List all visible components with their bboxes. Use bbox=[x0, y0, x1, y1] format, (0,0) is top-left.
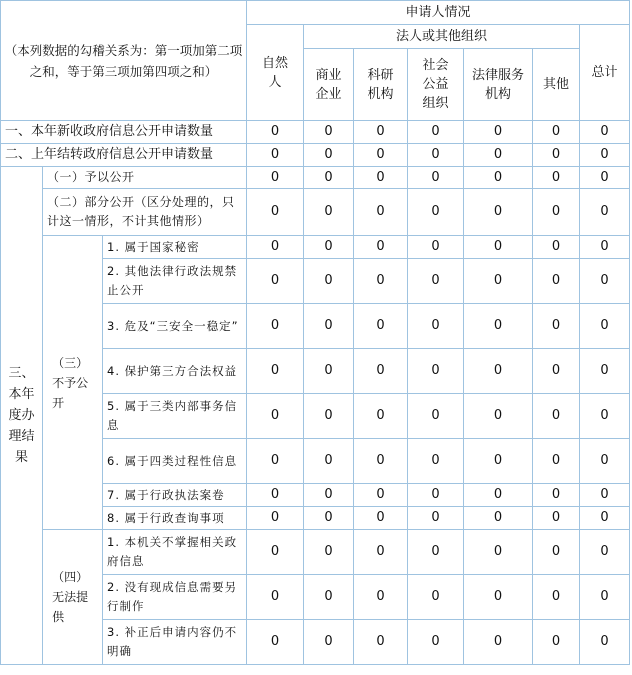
table-row bbox=[1, 144, 630, 167]
cell-value: 0 bbox=[464, 259, 533, 304]
row-label: 4. 保护第三方合法权益 bbox=[103, 349, 247, 394]
cell-value: 0 bbox=[580, 620, 630, 665]
cell-value: 0 bbox=[533, 484, 580, 507]
row-label: 8. 属于行政查询事项 bbox=[103, 507, 247, 530]
cell-value: 0 bbox=[533, 507, 580, 530]
cell-value: 0 bbox=[464, 121, 533, 144]
cell-value: 0 bbox=[247, 304, 304, 349]
cell-value: 0 bbox=[464, 620, 533, 665]
cell-value: 0 bbox=[408, 484, 464, 507]
cell-value: 0 bbox=[464, 439, 533, 484]
cell-value: 0 bbox=[580, 167, 630, 189]
cell-value: 0 bbox=[533, 304, 580, 349]
cell-value: 0 bbox=[247, 259, 304, 304]
cell-value: 0 bbox=[408, 189, 464, 236]
applicant-info-header: 申请人情况 bbox=[247, 1, 630, 25]
cell-value: 0 bbox=[533, 144, 580, 167]
header-total: 总计 bbox=[580, 25, 630, 121]
cell-value: 0 bbox=[304, 620, 354, 665]
group-unable-provide-label bbox=[43, 530, 103, 665]
table-row bbox=[1, 167, 630, 189]
cell-value: 0 bbox=[247, 349, 304, 394]
cell-value: 0 bbox=[354, 439, 408, 484]
column-relation-note: （本列数据的勾稽关系为：第一项加第二项之和，等于第三项加第四项之和） bbox=[1, 1, 247, 121]
cell-value: 0 bbox=[354, 189, 408, 236]
header-other: 其他 bbox=[533, 49, 580, 121]
cell-value: 0 bbox=[464, 507, 533, 530]
cell-value: 0 bbox=[304, 167, 354, 189]
cell-value: 0 bbox=[464, 144, 533, 167]
row-label: （一）予以公开 bbox=[43, 167, 247, 189]
cell-value: 0 bbox=[354, 304, 408, 349]
cell-value: 0 bbox=[247, 439, 304, 484]
cell-value: 0 bbox=[354, 620, 408, 665]
cell-value: 0 bbox=[580, 349, 630, 394]
cell-value: 0 bbox=[580, 121, 630, 144]
header-public-welfare bbox=[408, 49, 464, 121]
cell-value: 0 bbox=[408, 394, 464, 439]
cell-value: 0 bbox=[247, 167, 304, 189]
cell-value: 0 bbox=[580, 439, 630, 484]
cell-value: 0 bbox=[354, 349, 408, 394]
row-label: 2. 其他法律行政法规禁止公开 bbox=[103, 259, 247, 304]
cell-value: 0 bbox=[464, 304, 533, 349]
cell-value: 0 bbox=[247, 144, 304, 167]
header-research bbox=[354, 49, 408, 121]
cell-value: 0 bbox=[247, 394, 304, 439]
cell-value: 0 bbox=[408, 167, 464, 189]
cell-value: 0 bbox=[580, 259, 630, 304]
cell-value: 0 bbox=[580, 236, 630, 259]
cell-value: 0 bbox=[533, 121, 580, 144]
cell-value: 0 bbox=[464, 236, 533, 259]
cell-value: 0 bbox=[408, 236, 464, 259]
cell-value: 0 bbox=[408, 530, 464, 575]
research-label: 科研机构 bbox=[367, 67, 394, 102]
cell-value: 0 bbox=[247, 236, 304, 259]
cell-value: 0 bbox=[464, 530, 533, 575]
cell-value: 0 bbox=[580, 304, 630, 349]
group-not-disclosed-text: （三）不予公开 bbox=[52, 355, 89, 410]
cell-value: 0 bbox=[247, 530, 304, 575]
cell-value: 0 bbox=[533, 189, 580, 236]
cell-value: 0 bbox=[408, 439, 464, 484]
cell-value: 0 bbox=[464, 189, 533, 236]
cell-value: 0 bbox=[533, 530, 580, 575]
cell-value: 0 bbox=[304, 144, 354, 167]
cell-value: 0 bbox=[408, 507, 464, 530]
cell-value: 0 bbox=[304, 484, 354, 507]
cell-value: 0 bbox=[580, 144, 630, 167]
cell-value: 0 bbox=[304, 507, 354, 530]
row-label: 1. 属于国家秘密 bbox=[103, 236, 247, 259]
section-three-label bbox=[1, 167, 43, 665]
cell-value: 0 bbox=[580, 530, 630, 575]
cell-value: 0 bbox=[304, 530, 354, 575]
cell-value: 0 bbox=[354, 144, 408, 167]
header-legal-service bbox=[464, 49, 533, 121]
row-label: 2. 没有现成信息需要另行制作 bbox=[103, 575, 247, 620]
header-legal-group: 法人或其他组织 bbox=[304, 25, 580, 49]
natural-person-label: 自然人 bbox=[262, 55, 289, 90]
cell-value: 0 bbox=[464, 484, 533, 507]
header-natural-person bbox=[247, 25, 304, 121]
cell-value: 0 bbox=[464, 394, 533, 439]
cell-value: 0 bbox=[533, 439, 580, 484]
cell-value: 0 bbox=[354, 236, 408, 259]
cell-value: 0 bbox=[304, 121, 354, 144]
cell-value: 0 bbox=[580, 484, 630, 507]
cell-value: 0 bbox=[408, 349, 464, 394]
cell-value: 0 bbox=[354, 259, 408, 304]
cell-value: 0 bbox=[533, 394, 580, 439]
public-welfare-label: 社会公益组织 bbox=[422, 58, 449, 111]
table-row bbox=[1, 236, 630, 259]
cell-value: 0 bbox=[533, 575, 580, 620]
cell-value: 0 bbox=[354, 484, 408, 507]
section-three-text: 三、本年度办理结果 bbox=[8, 366, 35, 465]
cell-value: 0 bbox=[408, 304, 464, 349]
cell-value: 0 bbox=[304, 236, 354, 259]
row-label: 1. 本机关不掌握相关政府信息 bbox=[103, 530, 247, 575]
cell-value: 0 bbox=[533, 349, 580, 394]
cell-value: 0 bbox=[533, 236, 580, 259]
cell-value: 0 bbox=[533, 167, 580, 189]
cell-value: 0 bbox=[464, 167, 533, 189]
cell-value: 0 bbox=[247, 189, 304, 236]
row-label: 一、本年新收政府信息公开申请数量 bbox=[1, 121, 247, 144]
cell-value: 0 bbox=[354, 530, 408, 575]
cell-value: 0 bbox=[580, 394, 630, 439]
row-label: 3. 补正后申请内容仍不明确 bbox=[103, 620, 247, 665]
cell-value: 0 bbox=[304, 439, 354, 484]
cell-value: 0 bbox=[533, 259, 580, 304]
row-label: 5. 属于三类内部事务信息 bbox=[103, 394, 247, 439]
cell-value: 0 bbox=[580, 507, 630, 530]
cell-value: 0 bbox=[533, 620, 580, 665]
cell-value: 0 bbox=[247, 484, 304, 507]
cell-value: 0 bbox=[580, 189, 630, 236]
row-label: 6. 属于四类过程性信息 bbox=[103, 439, 247, 484]
cell-value: 0 bbox=[304, 575, 354, 620]
table-row bbox=[1, 189, 630, 236]
cell-value: 0 bbox=[354, 507, 408, 530]
group-not-disclosed-label bbox=[43, 236, 103, 530]
cell-value: 0 bbox=[354, 394, 408, 439]
cell-value: 0 bbox=[354, 575, 408, 620]
row-label: 3. 危及“三安全一稳定” bbox=[103, 304, 247, 349]
cell-value: 0 bbox=[580, 575, 630, 620]
row-label: 7. 属于行政执法案卷 bbox=[103, 484, 247, 507]
cell-value: 0 bbox=[408, 121, 464, 144]
cell-value: 0 bbox=[304, 394, 354, 439]
row-label: 二、上年结转政府信息公开申请数量 bbox=[1, 144, 247, 167]
cell-value: 0 bbox=[464, 349, 533, 394]
cell-value: 0 bbox=[408, 259, 464, 304]
cell-value: 0 bbox=[304, 304, 354, 349]
cell-value: 0 bbox=[247, 121, 304, 144]
cell-value: 0 bbox=[408, 575, 464, 620]
cell-value: 0 bbox=[247, 575, 304, 620]
legal-service-label: 法律服务机构 bbox=[472, 67, 525, 102]
table-row bbox=[1, 121, 630, 144]
row-label: （二）部分公开（区分处理的，只计这一情形，不计其他情形） bbox=[43, 189, 247, 236]
cell-value: 0 bbox=[408, 144, 464, 167]
cell-value: 0 bbox=[247, 620, 304, 665]
commercial-label: 商业企业 bbox=[315, 67, 342, 102]
group-unable-provide-text: （四）无法提供 bbox=[52, 570, 89, 624]
cell-value: 0 bbox=[247, 507, 304, 530]
header-commercial bbox=[304, 49, 354, 121]
cell-value: 0 bbox=[408, 620, 464, 665]
cell-value: 0 bbox=[354, 167, 408, 189]
table-row bbox=[1, 530, 630, 575]
cell-value: 0 bbox=[354, 121, 408, 144]
cell-value: 0 bbox=[304, 189, 354, 236]
cell-value: 0 bbox=[464, 575, 533, 620]
cell-value: 0 bbox=[304, 259, 354, 304]
cell-value: 0 bbox=[304, 349, 354, 394]
